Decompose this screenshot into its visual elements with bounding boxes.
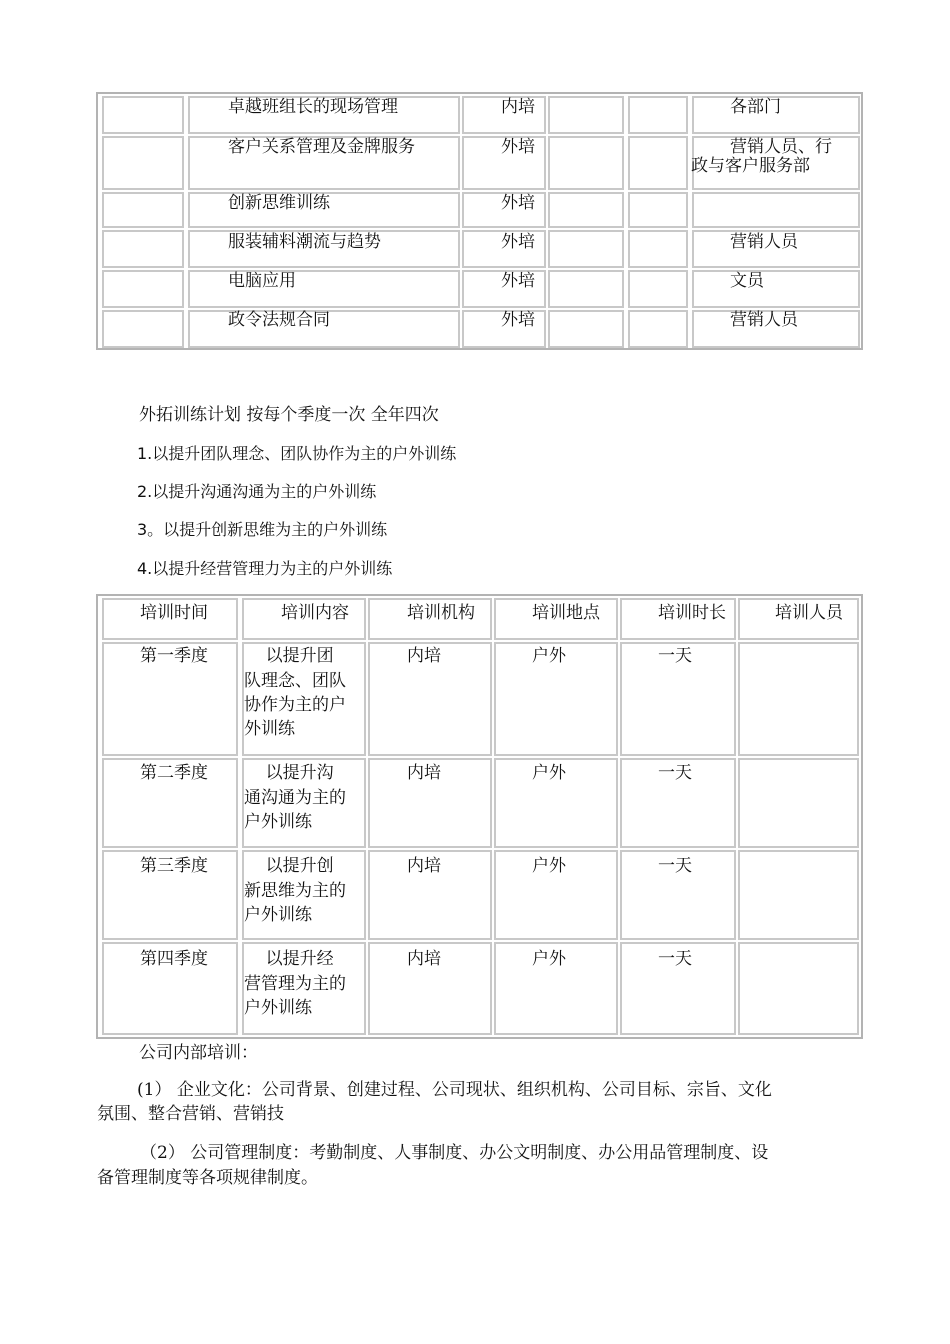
course-type: 外培 [501,193,535,213]
header-staff: 培训人员 [775,603,843,623]
course-dept: 政与客户服务部 [691,156,810,176]
table-cell [548,192,624,228]
internal-training-item-1-cont: 氛围、整合营销、营销技 [97,1104,284,1124]
course-name: 电脑应用 [228,271,296,291]
table-cell [102,270,184,308]
header-duration: 培训时长 [658,603,726,623]
header-time: 培训时间 [140,603,208,623]
training-org: 内培 [407,646,441,666]
table-cell [548,310,624,348]
training-content: 外训练 [244,719,295,739]
course-dept: 营销人员 [730,310,798,330]
outdoor-plan-item: 4.以提升经营管理力为主的户外训练 [137,559,393,578]
outdoor-plan-item: 1.以提升团队理念、团队协作为主的户外训练 [137,444,457,463]
table-cell [628,192,688,228]
training-content: 协作为主的户 [244,695,346,715]
training-content: 户外训练 [244,812,312,832]
internal-training-item-2-cont: 备管理制度等各项规律制度。 [97,1168,318,1188]
training-duration: 一天 [658,763,692,783]
training-place: 户外 [532,646,566,666]
header-content: 培训内容 [281,603,349,623]
training-content: 通沟通为主的 [244,788,346,808]
table-cell [628,310,688,348]
table-cell [738,758,859,848]
training-org: 内培 [407,949,441,969]
course-type: 外培 [501,232,535,252]
outdoor-plan-heading: 外拓训练计划 按每个季度一次 全年四次 [139,405,439,425]
course-name: 服装辅料潮流与趋势 [228,232,381,252]
outdoor-schedule-table [96,594,863,1039]
course-type: 外培 [501,310,535,330]
table-cell [692,270,860,308]
header-org: 培训机构 [407,603,475,623]
course-name: 政令法规合同 [228,310,330,330]
training-org: 内培 [407,763,441,783]
table-cell [102,136,184,190]
table-cell [628,136,688,190]
table-cell [738,850,859,940]
training-place: 户外 [532,949,566,969]
quarter-label: 第三季度 [140,856,208,876]
course-type: 内培 [501,97,535,117]
training-duration: 一天 [658,949,692,969]
training-content: 以提升团 [244,646,334,666]
training-content: 以提升经 [244,949,334,969]
course-name: 客户关系管理及金牌服务 [228,137,415,157]
internal-training-item-2: （2） 公司管理制度：考勤制度、人事制度、办公文明制度、办公用品管理制度、设 [140,1143,769,1163]
internal-training-item-1: (1） 企业文化：公司背景、创建过程、公司现状、组织机构、公司目标、宗旨、文化 [137,1080,772,1100]
course-type: 外培 [501,137,535,157]
table-cell [548,96,624,134]
table-cell [102,192,184,228]
table-cell [628,230,688,268]
quarter-label: 第二季度 [140,763,208,783]
training-place: 户外 [532,763,566,783]
course-dept: 各部门 [730,97,781,117]
course-table [96,92,863,350]
table-cell [102,230,184,268]
course-dept: 营销人员、行 [730,137,832,157]
course-dept: 营销人员 [730,232,798,252]
training-content: 队理念、团队 [244,671,346,691]
outdoor-plan-item: 2.以提升沟通沟通为主的户外训练 [137,482,377,501]
table-cell [548,136,624,190]
training-duration: 一天 [658,646,692,666]
training-content: 户外训练 [244,905,312,925]
training-content: 新思维为主的 [244,881,346,901]
table-cell [628,96,688,134]
course-name: 创新思维训练 [228,193,330,213]
outdoor-plan-item: 3。以提升创新思维为主的户外训练 [137,520,388,539]
table-cell [102,96,184,134]
internal-training-heading: 公司内部培训： [139,1043,258,1063]
training-content: 以提升创 [244,856,334,876]
table-cell [692,192,860,228]
training-content: 以提升沟 [244,763,334,783]
quarter-label: 第四季度 [140,949,208,969]
table-cell [548,270,624,308]
training-duration: 一天 [658,856,692,876]
course-type: 外培 [501,271,535,291]
header-place: 培训地点 [532,603,600,623]
training-place: 户外 [532,856,566,876]
training-content: 营管理为主的 [244,974,346,994]
course-dept: 文员 [730,271,764,291]
table-cell [548,230,624,268]
training-content: 户外训练 [244,998,312,1018]
training-org: 内培 [407,856,441,876]
table-cell [102,310,184,348]
course-name: 卓越班组长的现场管理 [228,97,398,117]
table-cell [628,270,688,308]
table-cell [738,642,859,756]
table-cell [738,942,859,1035]
quarter-label: 第一季度 [140,646,208,666]
